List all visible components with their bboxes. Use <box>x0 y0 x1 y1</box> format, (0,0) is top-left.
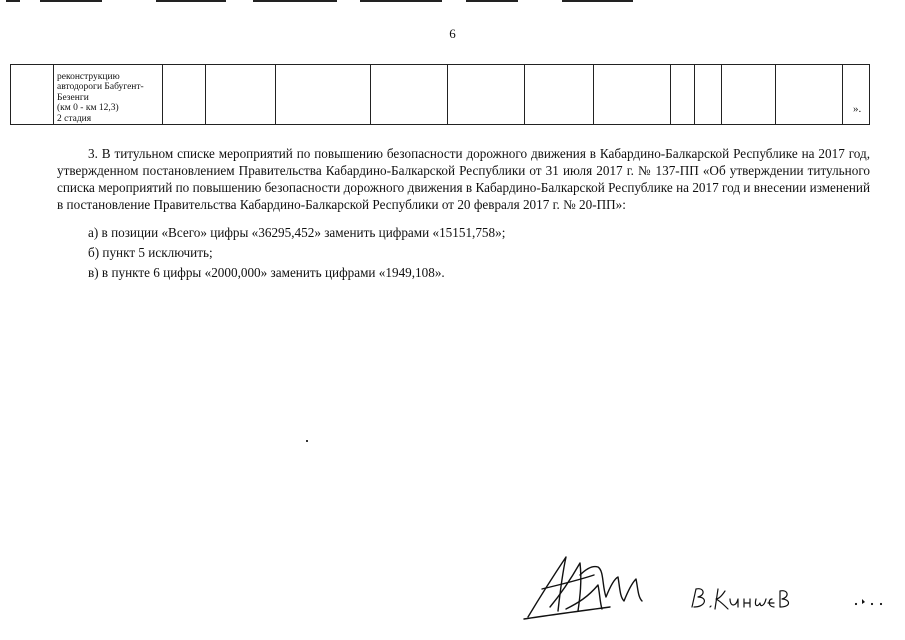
stray-dot <box>306 440 308 442</box>
table-cell <box>163 65 206 125</box>
top-rule-3 <box>156 0 226 2</box>
handwritten-signature <box>520 545 670 625</box>
item-a: а) в позиции «Всего» цифры «36295,452» заменить цифрами «15151,758»; <box>88 225 506 240</box>
table-cell <box>776 65 843 125</box>
table-cell <box>671 65 695 125</box>
top-rule-6 <box>466 0 518 2</box>
object-name-line-5: 2 стадия <box>57 113 92 124</box>
object-name-line-3: Безенги <box>57 92 89 103</box>
table-closing-quote: ». <box>853 103 862 115</box>
item-b: б) пункт 5 исключить; <box>88 245 213 260</box>
table-cell <box>695 65 722 125</box>
table-cell <box>722 65 776 125</box>
table-cell <box>371 65 448 125</box>
top-rule-2 <box>40 0 102 2</box>
handwritten-name <box>688 583 798 615</box>
document-body <box>57 145 870 281</box>
page-number: 6 <box>449 26 456 41</box>
top-rule-5 <box>360 0 442 2</box>
table-cell <box>206 65 276 125</box>
paragraph-3: 3. В титульном списке мероприятий по повышению безопасности дорожного движения в Кабардино-Балкарской Республике на 2017 год, утвержденном постановлением Правительства Кабардино-Балкарской Республики от 31 июля 2017 г. № 137-ПП «Об утверждении титульного списка мероприятий по повышению безопасности дорожного движения в Кабардино-Балкарской Республике на 2017 год и внесении изменений в постановление Правительства Кабардино-Балкарской Республики от 20 февраля 2017 г. № 20-ПП»: <box>57 146 870 212</box>
table-row <box>11 65 870 125</box>
object-name-line-1: реконструкцию <box>57 71 120 82</box>
top-rule-1 <box>6 0 20 2</box>
trailing-marks <box>852 593 886 607</box>
object-name-line-2: автодороги Бабугент- <box>57 82 144 92</box>
table-cell-object-name <box>54 65 163 125</box>
table-cell <box>843 65 870 125</box>
table-cell <box>276 65 371 125</box>
table-cell <box>594 65 671 125</box>
table-cell <box>448 65 525 125</box>
item-c: в) в пункте 6 цифры «2000,000» заменить цифрами «1949,108». <box>88 265 445 280</box>
table-cell <box>525 65 594 125</box>
object-name-line-4: (км 0 - км 12,3) <box>57 103 119 113</box>
top-rule-7 <box>562 0 633 2</box>
table-cell-number <box>11 65 54 125</box>
continuation-table <box>10 64 870 125</box>
top-rule-4 <box>253 0 337 2</box>
